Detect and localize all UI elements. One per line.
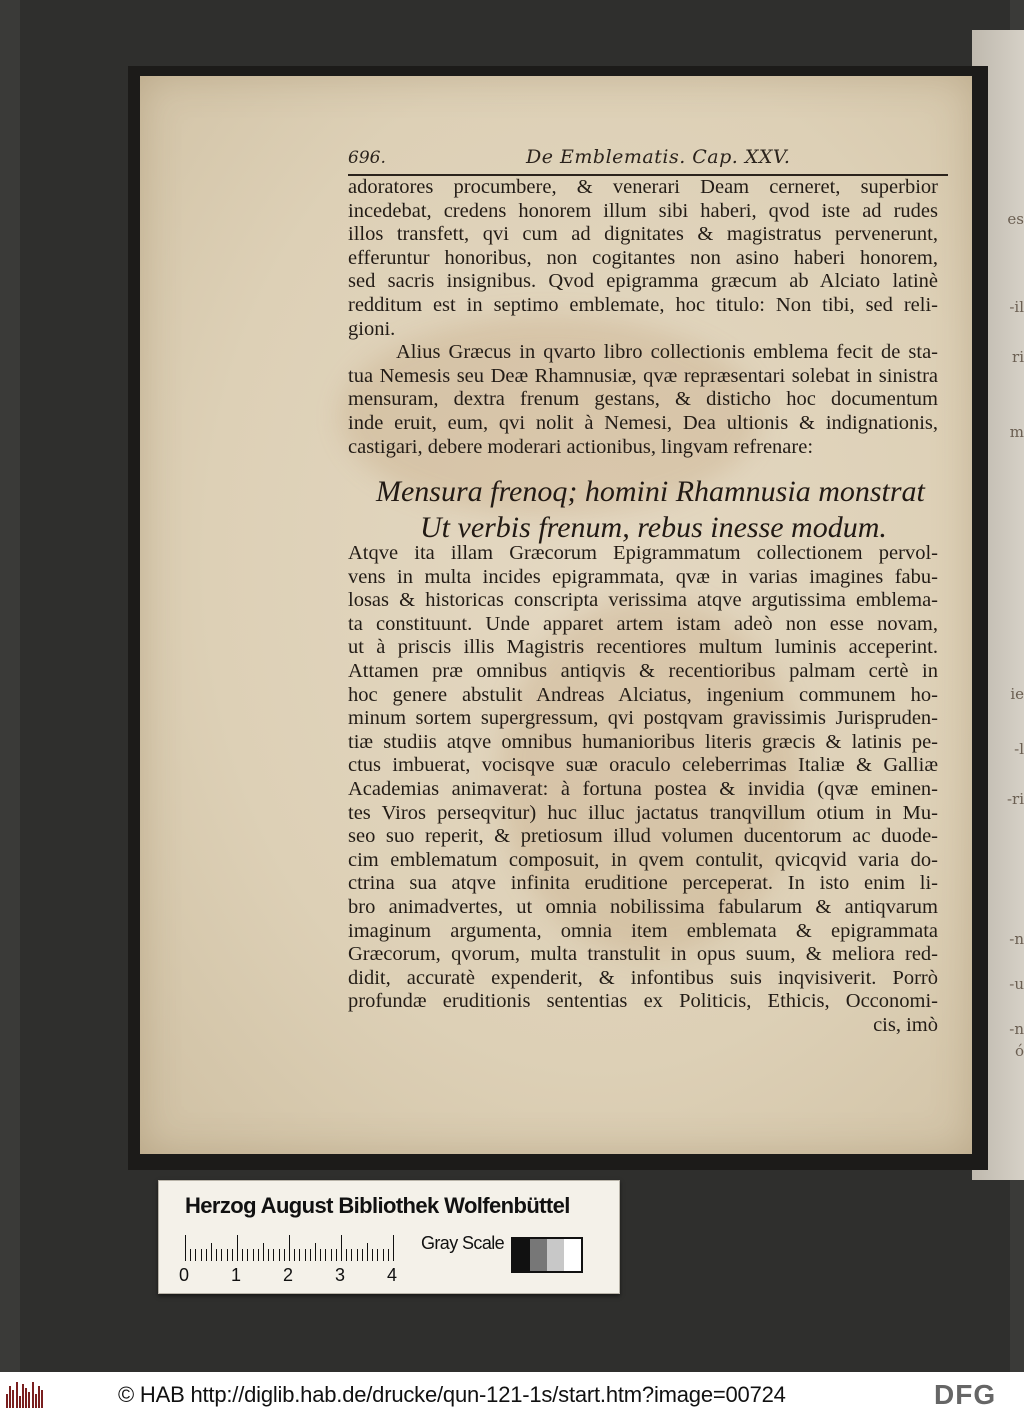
adjacent-text: -u bbox=[1009, 975, 1024, 993]
gray-swatch bbox=[530, 1239, 547, 1271]
ruler-tick bbox=[299, 1249, 300, 1261]
ruler-tick bbox=[232, 1249, 233, 1261]
logo-bar bbox=[28, 1392, 30, 1408]
text-line: losas & historicas conscripta verissima atqve argutissima emblema- bbox=[348, 589, 938, 612]
text-line: redditum est in septimo emblemate, hoc titulo: Non tibi, sed reli- bbox=[348, 293, 938, 316]
page-number: 696. bbox=[348, 148, 386, 168]
dfg-logo: DFG bbox=[934, 1379, 997, 1410]
ruler-tick bbox=[268, 1249, 269, 1261]
adjacent-text: m bbox=[1009, 423, 1024, 441]
ruler-tick bbox=[315, 1243, 316, 1261]
ruler-tick bbox=[206, 1249, 207, 1261]
gray-scale-label: Gray Scale bbox=[421, 1233, 505, 1253]
logo-bar bbox=[35, 1394, 37, 1408]
ruler-tick bbox=[331, 1249, 332, 1261]
text-line: gioni. bbox=[348, 317, 396, 340]
text-line: Alius Græcus in qvarto libro collectionis emblema fecit de sta- bbox=[396, 341, 938, 364]
text-line: imaginum argumenta, omnia item emblemata & epigrammata bbox=[348, 919, 938, 942]
logo-bar bbox=[25, 1388, 27, 1408]
gray-swatch bbox=[513, 1239, 530, 1271]
adjacent-text: ó bbox=[1014, 1042, 1024, 1060]
ruler-tick bbox=[195, 1249, 196, 1261]
scale-card-title: Herzog August Bibliothek Wolfenbüttel bbox=[185, 1193, 570, 1218]
ruler-tick bbox=[190, 1249, 191, 1261]
verse-line: Mensura frenoq; homini Rhamnusia monstrat bbox=[376, 475, 925, 508]
ruler-tick bbox=[221, 1249, 222, 1261]
logo-bar bbox=[22, 1384, 24, 1408]
text-line: Atqve ita illam Græcorum Epigrammatum collectionem pervol- bbox=[348, 542, 938, 564]
color-scale-card bbox=[158, 1180, 620, 1294]
body-text-upper bbox=[348, 176, 938, 459]
logo-bar bbox=[12, 1390, 14, 1408]
logo-bar bbox=[38, 1386, 40, 1408]
adjacent-text: ri bbox=[1012, 348, 1024, 366]
text-line: ctus imbuerat, vocisqve suæ oraculo celeberrimas Italiæ & Galliæ bbox=[348, 754, 938, 777]
text-line: hoc genere abstulit Andreas Alciatus, ingenium communem ho- bbox=[348, 683, 938, 706]
adjacent-text: -il bbox=[1009, 298, 1024, 316]
ruler-number: 4 bbox=[387, 1265, 398, 1285]
adjacent-text: -n bbox=[1009, 930, 1024, 948]
text-line: tiæ studiis atqve omnibus humanioribus literis græcis & latinis pe- bbox=[348, 730, 938, 753]
text-line: Academias animaverat: à fortuna postea & invidia (qvæ eminen- bbox=[348, 777, 938, 800]
text-line: didit, accuratè expenderit, & infontibus suis inqvisiverit. Porrò bbox=[348, 966, 938, 989]
ruler-tick bbox=[294, 1249, 295, 1261]
text-line: tes Viros perseqvitur) huc illuc jactatus tranqvillum otium in Mu- bbox=[348, 801, 938, 824]
ruler-tick bbox=[367, 1243, 368, 1261]
adjacent-text: es bbox=[1007, 210, 1024, 228]
ruler-tick bbox=[372, 1249, 373, 1261]
measurement-ruler bbox=[185, 1233, 405, 1261]
text-line: ta constituunt. Unde apparet artem istam adeò non esse novam, bbox=[348, 612, 938, 635]
ruler-tick bbox=[310, 1249, 311, 1261]
text-line: mensuram, dextra frenum gestans, & disticho hoc documentum bbox=[348, 388, 938, 411]
text-line: Attamen præ omnibus antiqvis & recentioribus palmam certè in bbox=[348, 659, 938, 682]
verse-couplet bbox=[376, 474, 936, 546]
ruler-tick bbox=[258, 1249, 259, 1261]
text-line: sed sacris insignibus. Qvod epigramma græcum ab Alciato latinè bbox=[348, 270, 938, 293]
ruler-tick bbox=[351, 1249, 352, 1261]
adjacent-text: -l bbox=[1014, 740, 1024, 758]
ruler-tick bbox=[237, 1235, 238, 1261]
adjacent-text: -n bbox=[1009, 1020, 1024, 1038]
logo-bar bbox=[32, 1382, 34, 1408]
ruler-numbers bbox=[179, 1265, 419, 1285]
ruler-tick bbox=[284, 1249, 285, 1261]
text-line: bro animadvertes, ut omnia nobilissima fabularum & antiqvarum bbox=[348, 895, 938, 918]
footer-bar bbox=[0, 1372, 1024, 1416]
text-line: inde eruit, eum, qvi nolit à Nemesi, Dea ultionis & indignationis, bbox=[348, 411, 938, 434]
ruler-tick bbox=[362, 1249, 363, 1261]
catchword: cis, imò bbox=[873, 1013, 938, 1036]
text-line: profundæ eruditionis sententias ex Politicis, Ethicis, Occonomi- bbox=[348, 990, 938, 1013]
ruler-tick bbox=[383, 1249, 384, 1261]
ruler-tick bbox=[346, 1249, 347, 1261]
ruler-tick bbox=[242, 1249, 243, 1261]
logo-bar bbox=[19, 1396, 21, 1408]
adjacent-text: -ri bbox=[1006, 790, 1024, 808]
ruler-tick bbox=[216, 1249, 217, 1261]
logo-bar bbox=[6, 1394, 8, 1408]
ruler-tick bbox=[393, 1235, 394, 1261]
ruler-tick bbox=[305, 1249, 306, 1261]
text-line: adoratores procumbere, & venerari Deam cerneret, superbior bbox=[348, 176, 938, 198]
ruler-tick bbox=[289, 1235, 290, 1261]
adjacent-text: ie bbox=[1010, 685, 1024, 703]
text-line: castigari, debere moderari actionibus, lingvam refrenare: bbox=[348, 435, 814, 458]
text-line: tua Nemesis seu Deæ Rhamnusiæ, qvæ repræsentari solebat in sinistra bbox=[348, 364, 938, 387]
text-line: ctrina sua atqve infinita eruditione perceperat. In isto enim li- bbox=[348, 872, 938, 895]
text-line: cim emblematum composuit, in qvem contulit, qvicqvid varia do- bbox=[348, 848, 938, 871]
text-line: incedebat, credens honorem illum sibi haberi, qvod iste ad rudes bbox=[348, 199, 938, 222]
book-page bbox=[140, 76, 972, 1154]
ruler-tick bbox=[320, 1249, 321, 1261]
gray-swatch bbox=[564, 1239, 581, 1271]
logo-bar bbox=[16, 1382, 18, 1408]
ruler-number: 1 bbox=[231, 1265, 242, 1285]
text-line: efferuntur honoribus, non cogitantes non asino haberi honorem, bbox=[348, 246, 938, 269]
ruler-tick bbox=[336, 1249, 337, 1261]
body-text-lower bbox=[348, 542, 938, 1037]
logo-bar bbox=[9, 1386, 11, 1408]
gray-swatch bbox=[547, 1239, 564, 1271]
ruler-tick bbox=[263, 1243, 264, 1261]
ruler-number: 0 bbox=[179, 1265, 190, 1285]
ruler-tick bbox=[201, 1249, 202, 1261]
ruler-tick bbox=[341, 1235, 342, 1261]
text-line: vens in multa incides epigrammata, qvæ in varias imagines fabu- bbox=[348, 565, 938, 588]
ruler-tick bbox=[273, 1249, 274, 1261]
verse-line: Ut verbis frenum, rebus inesse modum. bbox=[420, 511, 887, 544]
logo-bar bbox=[41, 1390, 43, 1408]
ruler-tick bbox=[325, 1249, 326, 1261]
ruler-tick bbox=[279, 1249, 280, 1261]
gray-scale-swatches bbox=[511, 1237, 583, 1273]
running-title: De Emblematis. Cap. XXV. bbox=[526, 146, 791, 168]
ruler-tick bbox=[211, 1243, 212, 1261]
ruler-tick bbox=[357, 1249, 358, 1261]
page-header bbox=[348, 146, 791, 176]
text-line: minum sortem supergressum, qvi postqvam gravissimis Jurispruden- bbox=[348, 707, 938, 730]
text-line: Græcorum, qvorum, multa transtulit in opus suum, & meliora red- bbox=[348, 943, 938, 966]
text-line: illos transfett, qvi cum ad dignitates & magistratus pervenerunt, bbox=[348, 223, 938, 246]
copyright-link[interactable]: © HAB http://diglib.hab.de/drucke/qun-121-1s/start.htm?image=00724 bbox=[118, 1382, 786, 1407]
ruler-tick bbox=[377, 1249, 378, 1261]
hab-barcode-logo-icon bbox=[6, 1380, 46, 1408]
ruler-tick bbox=[388, 1249, 389, 1261]
ruler-tick bbox=[253, 1249, 254, 1261]
text-line: seo suo reperit, & pretiosum illud volumen ducentorum ac duode- bbox=[348, 825, 938, 848]
text-line: ut à priscis illis Magistris recentiores multum luminis acceperint. bbox=[348, 636, 938, 659]
ruler-tick bbox=[185, 1235, 186, 1261]
ruler-tick bbox=[227, 1249, 228, 1261]
ruler-tick bbox=[247, 1249, 248, 1261]
ruler-number: 2 bbox=[283, 1265, 294, 1285]
ruler-number: 3 bbox=[335, 1265, 346, 1285]
